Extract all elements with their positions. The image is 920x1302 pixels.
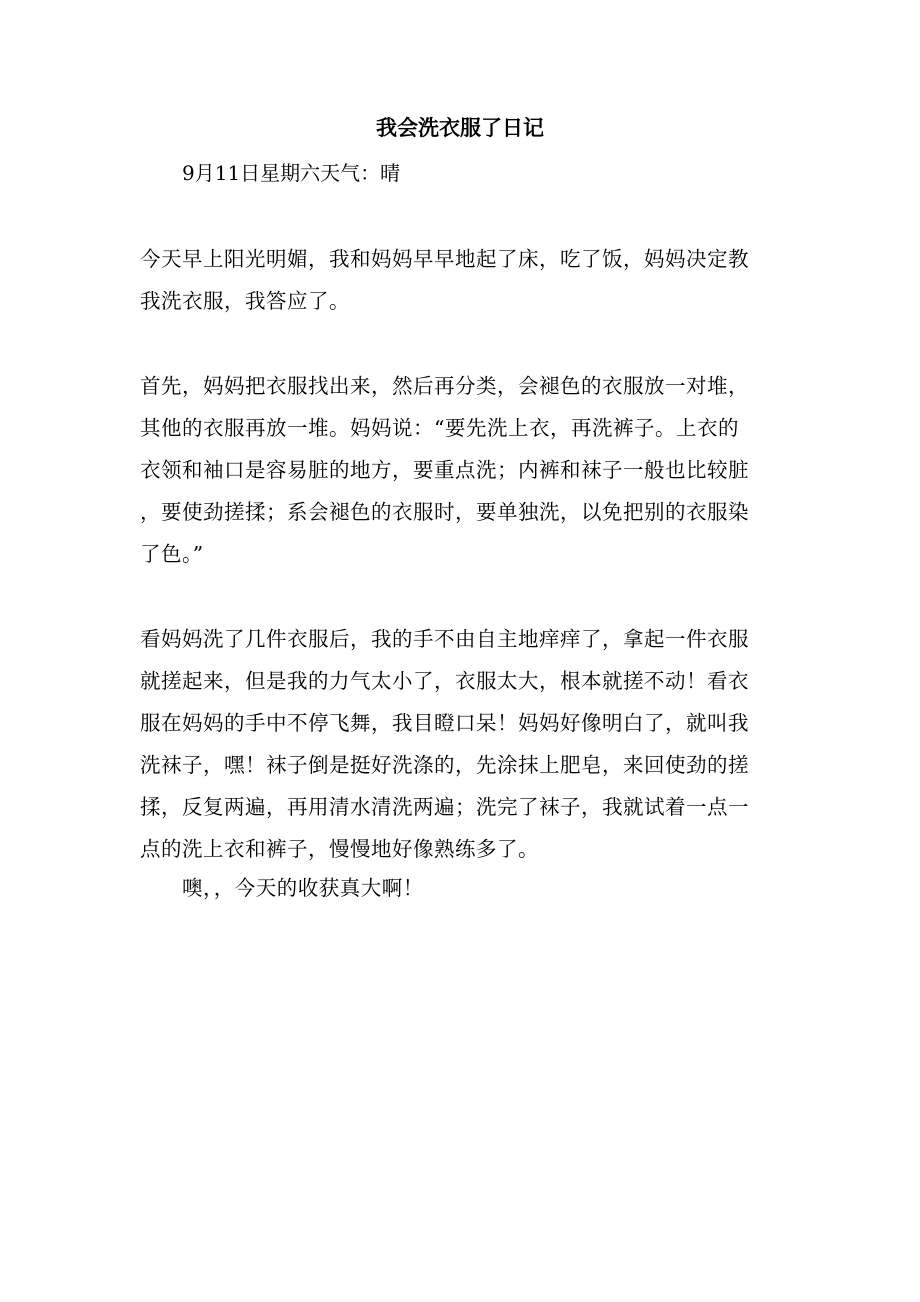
closing-line: 噢，，今天的收获真大啊！ — [182, 876, 424, 900]
paragraph-line: 首先，妈妈把衣服找出来，然后再分类，会褪色的衣服放一对堆， — [140, 374, 749, 398]
paragraph-1 — [140, 238, 790, 322]
paragraph-2 — [140, 365, 790, 575]
document-title: 我会洗衣服了日记 — [376, 115, 544, 140]
paragraph-line: 就搓起来，但是我的力气太小了，衣服太大，根本就搓不动！看衣 — [140, 669, 749, 693]
paragraph-line: 洗袜子，嘿！袜子倒是挺好洗涤的，先涂抹上肥皂，来回使劲的搓 — [140, 753, 749, 777]
paragraph-3 — [140, 618, 790, 870]
paragraph-line: 我洗衣服，我答应了。 — [140, 289, 350, 313]
paragraph-line: 今天早上阳光明媚，我和妈妈早早地起了床，吃了饭，妈妈决定教 — [140, 247, 749, 271]
paragraph-line: 衣领和袖口是容易脏的地方，要重点洗；内裤和袜子一般也比较脏 — [140, 458, 749, 482]
paragraph-line: 服在妈妈的手中不停飞舞，我目瞪口呆！妈妈好像明白了，就叫我 — [140, 711, 749, 735]
paragraph-line: 揉，反复两遍，再用清水清洗两遍；洗完了袜子，我就试着一点一 — [140, 795, 749, 819]
paragraph-line: 点的洗上衣和裤子，慢慢地好像熟练多了。 — [140, 837, 539, 861]
paragraph-line: 其他的衣服再放一堆。妈妈说：“要先洗上衣，再洗裤子。上衣的 — [140, 416, 739, 440]
date-weather-line: 9月11日星期六天气：晴 — [182, 161, 401, 185]
paragraph-line: 看妈妈洗了几件衣服后，我的手不由自主地痒痒了，拿起一件衣服 — [140, 627, 749, 651]
paragraph-line: 了色。” — [140, 542, 204, 566]
paragraph-line: ，要使劲搓揉；系会褪色的衣服时，要单独洗，以免把别的衣服染 — [140, 500, 749, 524]
